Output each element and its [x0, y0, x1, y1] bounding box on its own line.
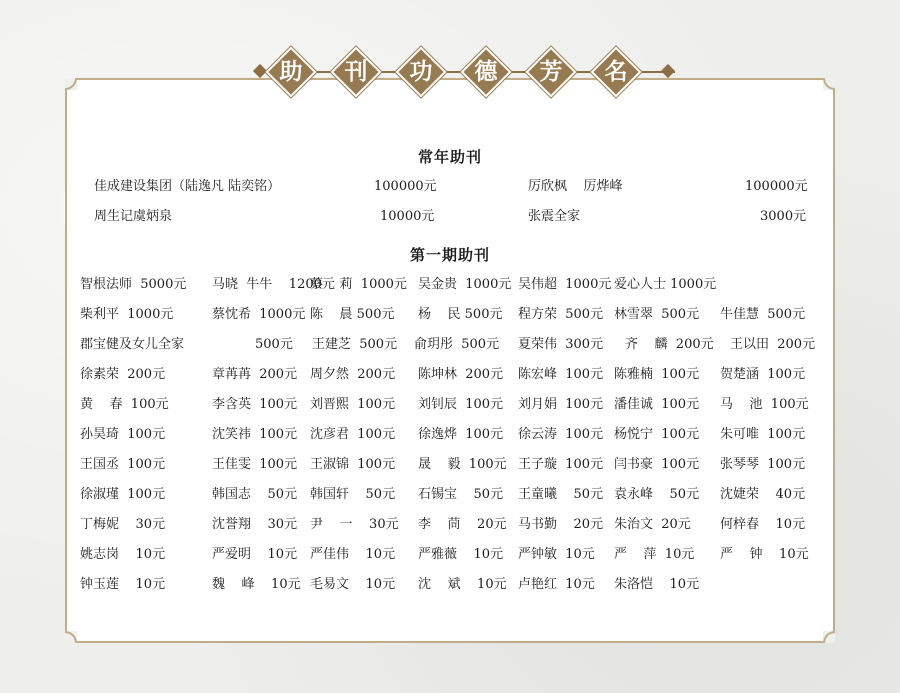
donor-entry: 潘佳诚 100元	[614, 397, 700, 412]
donor-entry: 马 池 100元	[720, 397, 809, 412]
donor-name: 张震全家	[528, 209, 581, 224]
donor-entry: 毛易文 10元	[310, 577, 396, 592]
donor-entry: 陈雅楠 100元	[614, 367, 700, 382]
banner-char: 功	[399, 50, 443, 94]
donor-entry: 石锡宝 50元	[418, 487, 504, 502]
donor-entry: 杨悦宁 100元	[614, 427, 700, 442]
donor-amount: 10000元	[380, 209, 435, 224]
banner-end-ornament	[253, 64, 267, 78]
donor-entry: 沈婕荣 40元	[720, 487, 806, 502]
donor-name: 周生记虞炳泉	[94, 209, 173, 224]
donor-entry: 徐逸烨 100元	[418, 427, 504, 442]
banner-char: 德	[464, 50, 508, 94]
donor-amount: 3000元	[760, 209, 807, 224]
donor-entry: 钟玉莲 10元	[80, 577, 166, 592]
donor-entry: 王淑锦 100元	[310, 457, 396, 472]
donor-entry: 牛佳慧 500元	[720, 307, 806, 322]
donor-row	[80, 454, 840, 484]
donor-entry: 闫书豪 100元	[614, 457, 700, 472]
annual-heading: 常年助刊	[417, 148, 482, 166]
banner-char: 刊	[334, 50, 378, 94]
donor-entry: 王佳雯 100元	[212, 457, 298, 472]
donor-entry: 丁梅妮 30元	[80, 517, 166, 532]
donor-entry: 刘晋熙 100元	[310, 397, 396, 412]
banner-end-ornament	[661, 64, 675, 78]
donor-entry: 孙昊琦 100元	[80, 427, 166, 442]
donor-row	[80, 334, 840, 364]
donor-entry: 夏荣伟 300元	[518, 337, 604, 352]
donor-entry: 郡宝健及女儿全家	[80, 337, 185, 352]
donor-amount: 100000元	[374, 179, 437, 194]
donor-row	[80, 364, 840, 394]
donor-entry: 500元	[255, 337, 293, 352]
donor-entry: 朱可唯 100元	[720, 427, 806, 442]
donor-entry: 徐淑瑾 100元	[80, 487, 166, 502]
donor-entry: 严 钟 10元	[720, 547, 809, 562]
donor-entry: 陈宏峰 100元	[518, 367, 604, 382]
donor-entry: 杨 民 500元	[418, 307, 503, 322]
donor-row	[80, 394, 840, 424]
donor-entry: 程方荣 500元	[518, 307, 604, 322]
donor-entry: 朱治文 20元	[614, 517, 691, 532]
donor-row	[80, 304, 840, 334]
donor-name: 厉欣枫 厉烨峰	[528, 179, 623, 194]
donor-entry: 刘钊辰 100元	[418, 397, 504, 412]
donor-entry: 刘月娟 100元	[518, 397, 604, 412]
donor-entry: 齐 麟 200元	[625, 337, 714, 352]
donor-entry: 贺楚涵 100元	[720, 367, 806, 382]
donor-entry: 陈 晨 500元	[310, 307, 395, 322]
donor-entry: 姚志岗 10元	[80, 547, 166, 562]
donor-entry: 严爱明 10元	[212, 547, 298, 562]
donor-entry: 蔡忱希 1000元	[212, 307, 306, 322]
donor-entry: 卢艳红 10元	[518, 577, 595, 592]
donor-entry: 严 萍 10元	[614, 547, 695, 562]
donor-entry: 爱心人士 1000元	[614, 277, 717, 292]
donor-entry: 周夕然 200元	[310, 367, 396, 382]
donor-row	[80, 544, 840, 574]
donor-entry: 张琴琴 100元	[720, 457, 806, 472]
donor-entry: 吴金贵 1000元	[418, 277, 512, 292]
donor-entry: 严雅薇 10元	[418, 547, 504, 562]
donor-entry: 徐素荣 200元	[80, 367, 166, 382]
title-banner	[255, 48, 675, 96]
donor-entry: 李 茼 20元	[418, 517, 507, 532]
donor-entry: 智根法师 5000元	[80, 277, 187, 292]
donor-entry: 王子璇 100元	[518, 457, 604, 472]
donor-entry: 韩国志 50元	[212, 487, 298, 502]
donor-entry: 章苒苒 200元	[212, 367, 298, 382]
donor-entry: 沈笑祎 100元	[212, 427, 298, 442]
donor-entry: 王童曦 50元	[518, 487, 604, 502]
donor-entry: 韩国轩 50元	[310, 487, 396, 502]
donor-entry: 袁永峰 50元	[614, 487, 700, 502]
donor-entry: 吴伟超 1000元	[518, 277, 612, 292]
banner-char: 芳	[529, 50, 573, 94]
donor-entry: 严钟敏 10元	[518, 547, 595, 562]
donor-entry: 林雪翠 500元	[614, 307, 700, 322]
donor-entry: 沈彦君 100元	[310, 427, 396, 442]
donor-entry: 俞玥彤 500元	[414, 337, 500, 352]
donor-row	[80, 484, 840, 514]
donor-entry: 严佳伟 10元	[310, 547, 396, 562]
donor-entry: 徐云涛 100元	[518, 427, 604, 442]
donor-entry: 沈 斌 10元	[418, 577, 507, 592]
donor-entry: 朱洛恺 10元	[614, 577, 700, 592]
banner-char: 名	[594, 50, 638, 94]
banner-char: 助	[269, 50, 313, 94]
donor-row	[80, 274, 840, 304]
donor-row	[80, 424, 840, 454]
donor-name: 佳成建设集团（陆逸凡 陆奕铭）	[94, 179, 281, 194]
donor-entry: 黄 春 100元	[80, 397, 169, 412]
donor-entry: 李含英 100元	[212, 397, 298, 412]
donor-entry: 柴利平 1000元	[80, 307, 174, 322]
donor-entry: 魏 峰 10元	[212, 577, 301, 592]
donor-entry: 王以田 200元	[730, 337, 816, 352]
donor-grid	[80, 274, 840, 604]
donor-row	[80, 514, 840, 544]
donor-entry: 蔡 莉 1000元	[310, 277, 407, 292]
donor-entry: 王国丞 100元	[80, 457, 166, 472]
first-issue-heading: 第一期助刊	[409, 246, 490, 264]
donor-entry: 尹 一 30元	[310, 517, 399, 532]
donor-entry: 马晓 牛牛 1200元	[212, 277, 335, 292]
donor-entry: 马书勤 20元	[518, 517, 604, 532]
donor-entry: 晟 毅 100元	[418, 457, 507, 472]
donor-entry: 王建芝 500元	[312, 337, 398, 352]
donor-amount: 100000元	[745, 179, 808, 194]
donor-row	[80, 574, 840, 604]
donor-entry: 何梓春 10元	[720, 517, 806, 532]
donor-entry: 沈誉翔 30元	[212, 517, 298, 532]
donor-entry: 陈坤林 200元	[418, 367, 504, 382]
